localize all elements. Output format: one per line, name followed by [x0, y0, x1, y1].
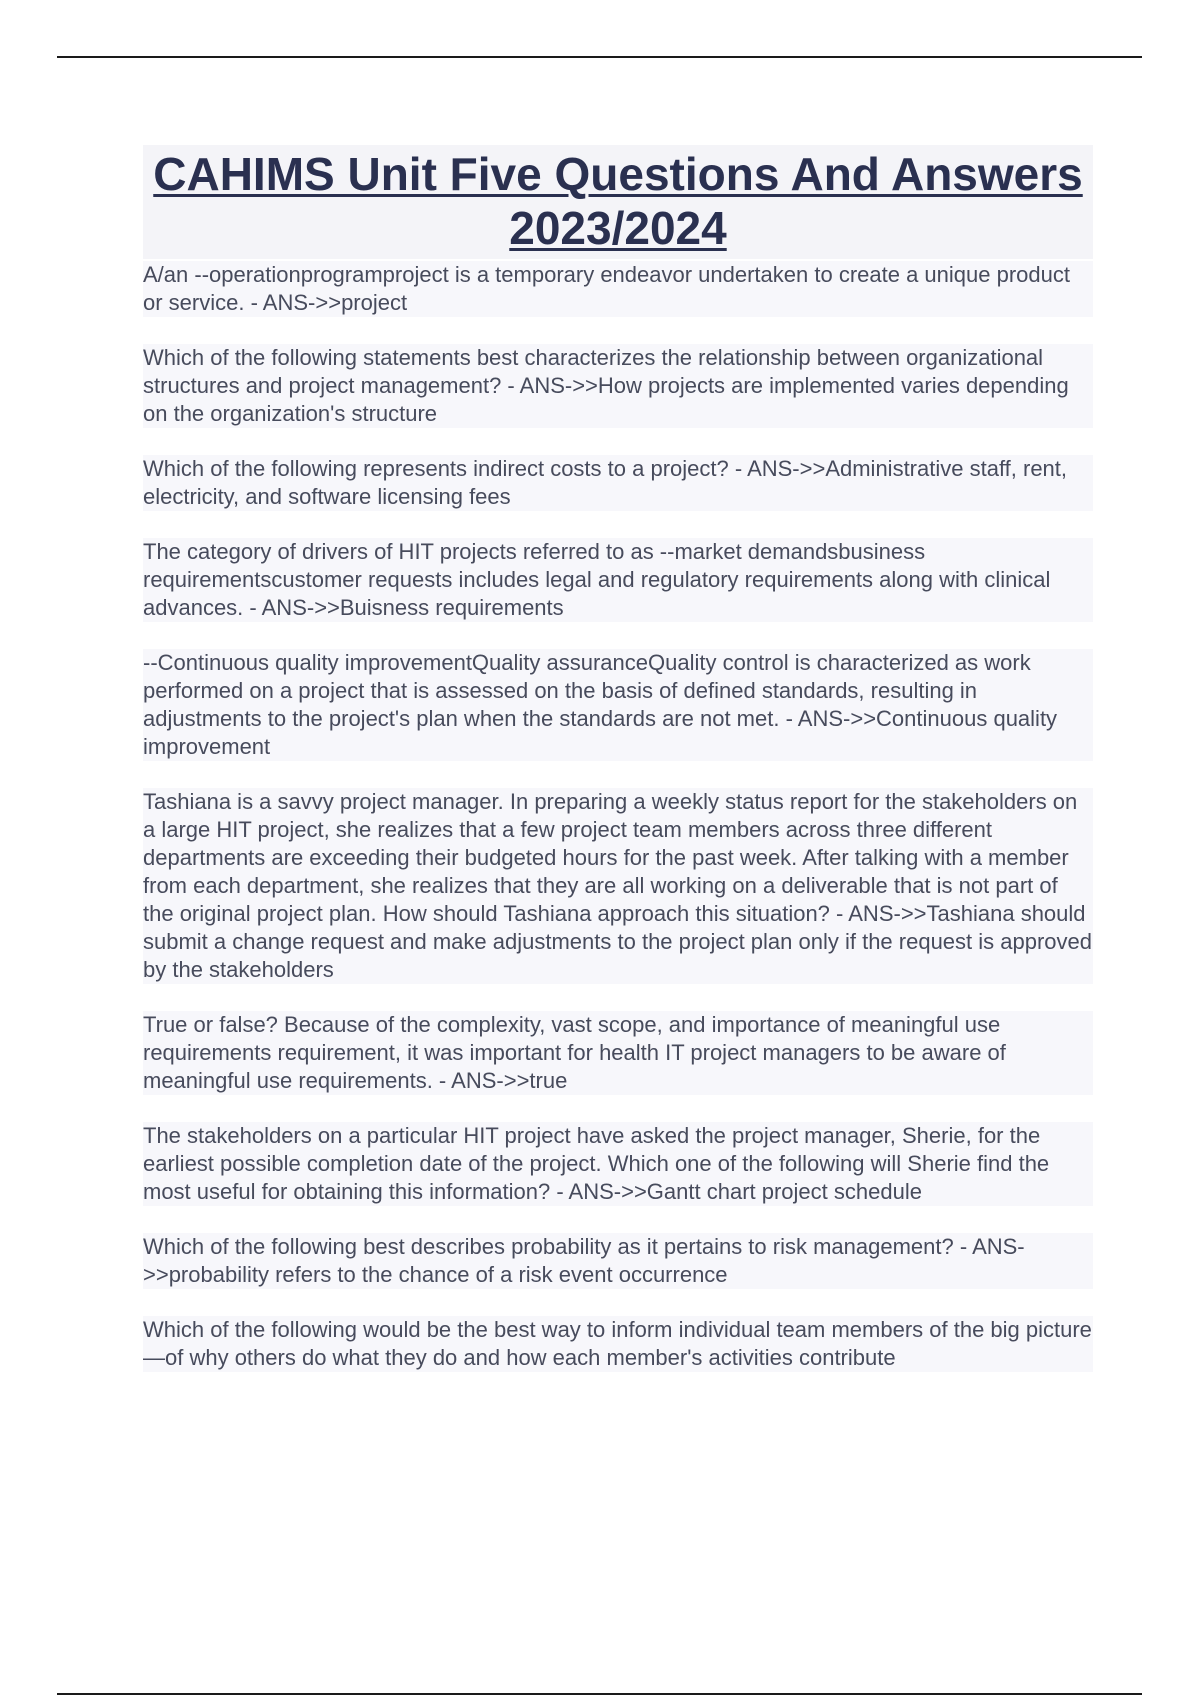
- title-block: [143, 145, 1093, 259]
- document-title: CAHIMS Unit Five Questions And Answers 2023/2024: [153, 148, 1083, 254]
- qa-item: Which of the following statements best characterizes the relationship between organizational structures and project management? - ANS->>How projects are implemented varies depending on the organization's structure: [143, 344, 1093, 428]
- qa-item: Which of the following best describes probability as it pertains to risk management? - ANS->>probability refers to the chance of a risk event occurrence: [143, 1233, 1093, 1289]
- qa-item: True or false? Because of the complexity, vast scope, and importance of meaningful use requirements requirement, it was important for health IT project managers to be aware of meaningful use requirements. - ANS->>true: [143, 1011, 1093, 1095]
- qa-list: [143, 261, 1093, 1372]
- qa-item: --Continuous quality improvementQuality assuranceQuality control is characterized as work performed on a project that is assessed on the basis of defined standards, resulting in adjustments to the project's plan when the standards are not met. - ANS->>Continuous quality improvement: [143, 649, 1093, 761]
- qa-item: Which of the following represents indirect costs to a project? - ANS->>Administrative staff, rent, electricity, and software licensing fees: [143, 455, 1093, 511]
- footer-rule: [57, 1693, 1142, 1695]
- header-rule: [57, 56, 1142, 58]
- qa-item: The category of drivers of HIT projects referred to as --market demandsbusiness requirementscustomer requests includes legal and regulatory requirements along with clinical advances. - ANS->>Buisness requirements: [143, 538, 1093, 622]
- qa-item: Tashiana is a savvy project manager. In preparing a weekly status report for the stakeholders on a large HIT project, she realizes that a few project team members across three different departments are exceeding their budgeted hours for the past week. After talking with a member from each department, she realizes that they are all working on a deliverable that is not part of the original project plan. How should Tashiana approach this situation? - ANS->>Tashiana should submit a change request and make adjustments to the project plan only if the request is approved by the stakeholders: [143, 789, 1093, 982]
- document-body: [143, 145, 1093, 1399]
- qa-item: A/an --operationprogramproject is a temporary endeavor undertaken to create a unique product or service. - ANS->>project: [143, 261, 1093, 317]
- qa-item: The stakeholders on a particular HIT project have asked the project manager, Sherie, for the earliest possible completion date of the project. Which one of the following will Sherie find the most useful for obtaining this information? - ANS->>Gantt chart project schedule: [143, 1122, 1093, 1206]
- qa-item: Which of the following would be the best way to inform individual team members of the big picture—of why others do what they do and how each member's activities contribute: [143, 1317, 1092, 1370]
